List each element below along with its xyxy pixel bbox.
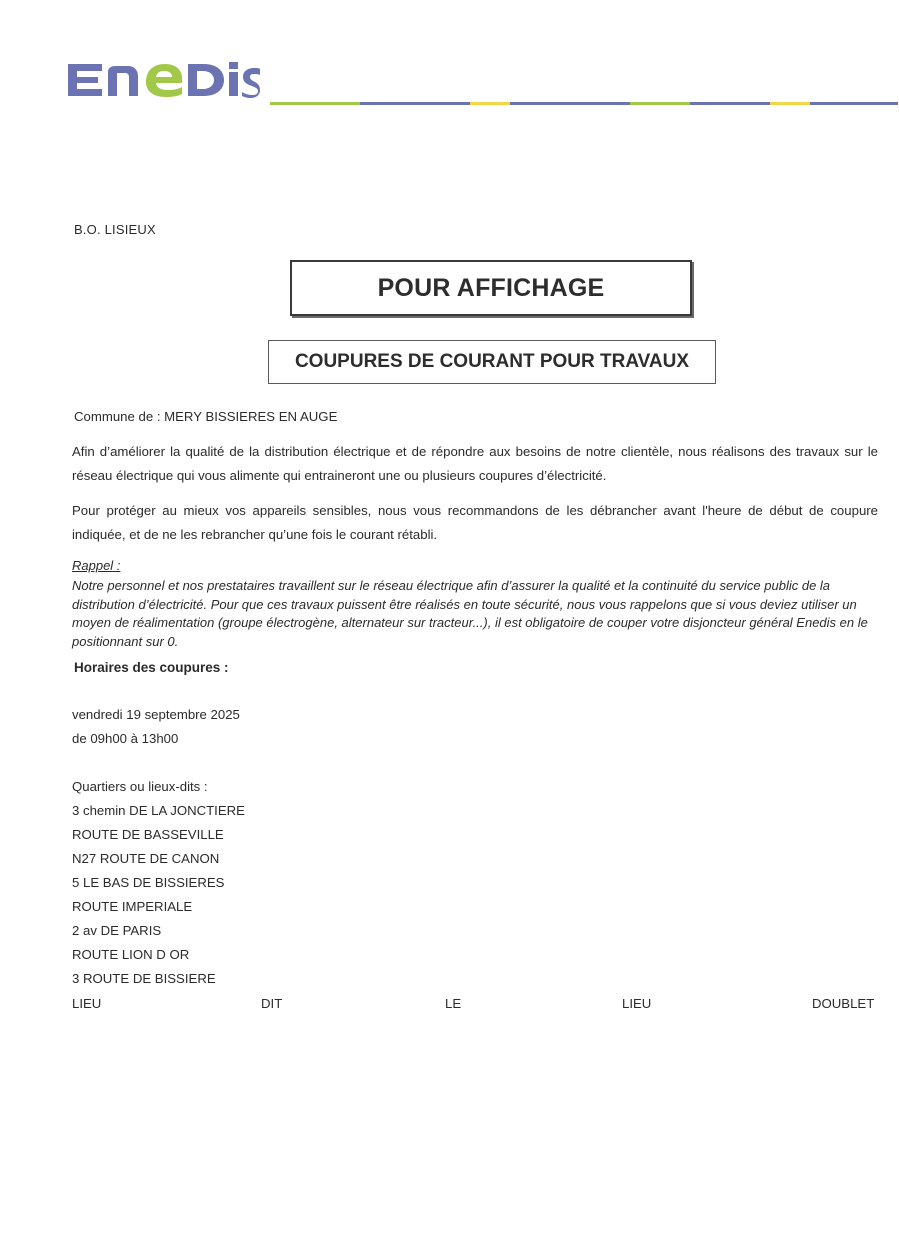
schedule-time: de 09h00 à 13h00 — [72, 731, 179, 746]
title-text: POUR AFFICHAGE — [377, 273, 605, 302]
header-divider — [270, 92, 898, 95]
schedule-date: vendredi 19 septembre 2025 — [72, 707, 240, 722]
quartier-item: ROUTE LION D OR — [72, 947, 190, 962]
lieu-dit-word: LIEU — [72, 996, 102, 1011]
quartier-item: 3 chemin DE LA JONCTIERE — [72, 803, 245, 818]
quartier-item: N27 ROUTE DE CANON — [72, 851, 220, 866]
lieu-dit-word: LIEU — [622, 996, 652, 1011]
lieu-dit-word: LE — [445, 996, 462, 1011]
quartier-item: 2 av DE PARIS — [72, 923, 162, 938]
quartier-item: ROUTE IMPERIALE — [72, 899, 193, 914]
quartier-item: 5 LE BAS DE BISSIERES — [72, 875, 225, 890]
office-name: B.O. LISIEUX — [74, 222, 156, 237]
quartier-item: 3 ROUTE DE BISSIERE — [72, 971, 216, 986]
subtitle-text: COUPURES DE COURANT POUR TRAVAUX — [294, 351, 690, 372]
lieu-dit-word: DIT — [261, 996, 283, 1011]
subtitle-box — [268, 340, 716, 384]
rappel-text: Notre personnel et nos prestataires travaillent sur le réseau électrique afin d’assurer la qualité et la continuité du service public de la distribution d’électricité. Pour que ces travaux puissent être réalisés en toute sécurité, nous vous rappelons que si vous deviez utiliser un moyen de réalimentation (groupe électrogène, alternateur sur tracteur...), il est obligatoire de couper votre disjoncteur général Enedis en le positionnant sur 0. — [72, 578, 868, 649]
lieu-dit-row — [0, 996, 899, 1016]
quartiers-title: Quartiers ou lieux-dits : — [72, 779, 208, 794]
lieu-dit-word: DOUBLET — [812, 996, 875, 1011]
quartier-item: ROUTE DE BASSEVILLE — [72, 827, 224, 842]
title-box — [290, 260, 692, 316]
intro-paragraph: Afin d’améliorer la qualité de la distribution électrique et de répondre aux besoins de notre clientèle, nous réalisons des travaux sur le réseau électrique qui vous alimente qui entraineront une ou plusieurs coupures d’électricité. — [72, 444, 878, 483]
horaires-title: Horaires des coupures : — [74, 660, 229, 675]
enedis-logo — [64, 52, 260, 104]
protection-paragraph: Pour protéger au mieux vos appareils sensibles, nous vous recommandons de les débrancher avant l'heure de début de coupure indiquée, et de ne les rebrancher qu’une fois le courant rétabli. — [72, 503, 878, 542]
commune-line: Commune de : MERY BISSIERES EN AUGE — [74, 409, 338, 424]
rappel-title: Rappel : — [72, 558, 121, 573]
